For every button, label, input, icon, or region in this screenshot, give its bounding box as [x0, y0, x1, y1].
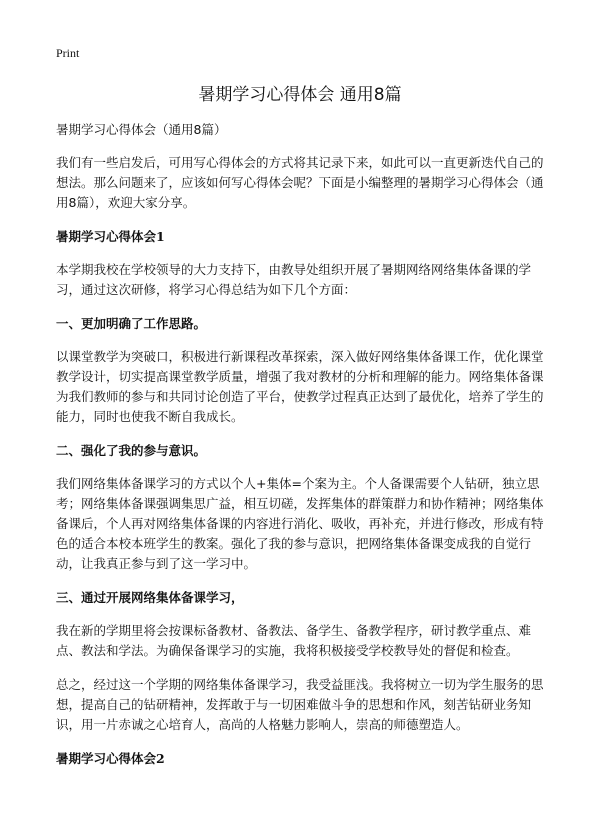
section-heading-2: 暑期学习心得体会2: [56, 751, 165, 766]
intro-paragraph: 我们有一些启发后，可用写心得体会的方式将其记录下来，如此可以一直更新迭代自己的想法。那么问题来了，应该如何写心得体会呢？下面是小编整理的暑期学习心得体会（通用8篇），欢迎大家分享。: [56, 155, 544, 210]
conclusion-paragraph: 总之，经过这一个学期的网络集体备课学习，我受益匪浅。我将树立一切为学生服务的思想，提高自己的钻研精神，发挥敢于与一切困难做斗争的思想和作风，刻苦钻研业务知识，用一片赤诚之心培育人，高尚的人格魅力影响人，崇高的师德塑造人。: [56, 677, 544, 732]
point-heading-2: 二、强化了我的参与意识。: [56, 443, 207, 458]
point-text-2: 我们网络集体备课学习的方式以个人+集体=个案为主。个人备课需要个人钻研，独立思考；网络集体备课强调集思广益，相互切磋，发挥集体的群策群力和协作精神；网络集体备课后，个人再对网络集体备课的内容进行消化、吸收，再补充，并进行修改，形成有特色的适合本校本班学生的教案。强化了我的参与意识，把网络集体备课变成我的自觉行动，让我真正参与到了这一学习中。: [56, 476, 544, 571]
point-heading-3: 三、通过开展网络集体备课学习，: [56, 590, 244, 605]
page-title: 暑期学习心得体会 通用8篇: [198, 85, 402, 105]
section-heading-1: 暑期学习心得体会1: [56, 229, 165, 244]
print-label[interactable]: Print: [56, 46, 80, 60]
point-text-3: 我在新的学期里将会按课标备教材、备教法、备学生、备教学程序，研讨教学重点、难点、教法和学法。为确保备课学习的实施，我将积极接受学校教导处的督促和检查。: [56, 623, 532, 658]
section-1-intro: 本学期我校在学校领导的大力支持下，由教导处组织开展了暑期网络网络集体备课的学习，通过这次研修，将学习心得总结为如下几个方面：: [56, 262, 532, 297]
point-heading-1: 一、更加明确了工作思路。: [56, 316, 207, 331]
point-text-1: 以课堂教学为突破口，积极进行新课程改革探索，深入做好网络集体备课工作，优化课堂教学设计，切实提高课堂教学质量，增强了我对教材的分析和理解的能力。网络集体备课为我们教师的参与和共同讨论创造了平台，使教学过程真正达到了最优化，培养了学生的能力，同时也使我不断自我成长。: [56, 349, 544, 424]
subtitle: 暑期学习心得体会（通用8篇）: [56, 122, 227, 137]
document-body: [56, 120, 554, 782]
